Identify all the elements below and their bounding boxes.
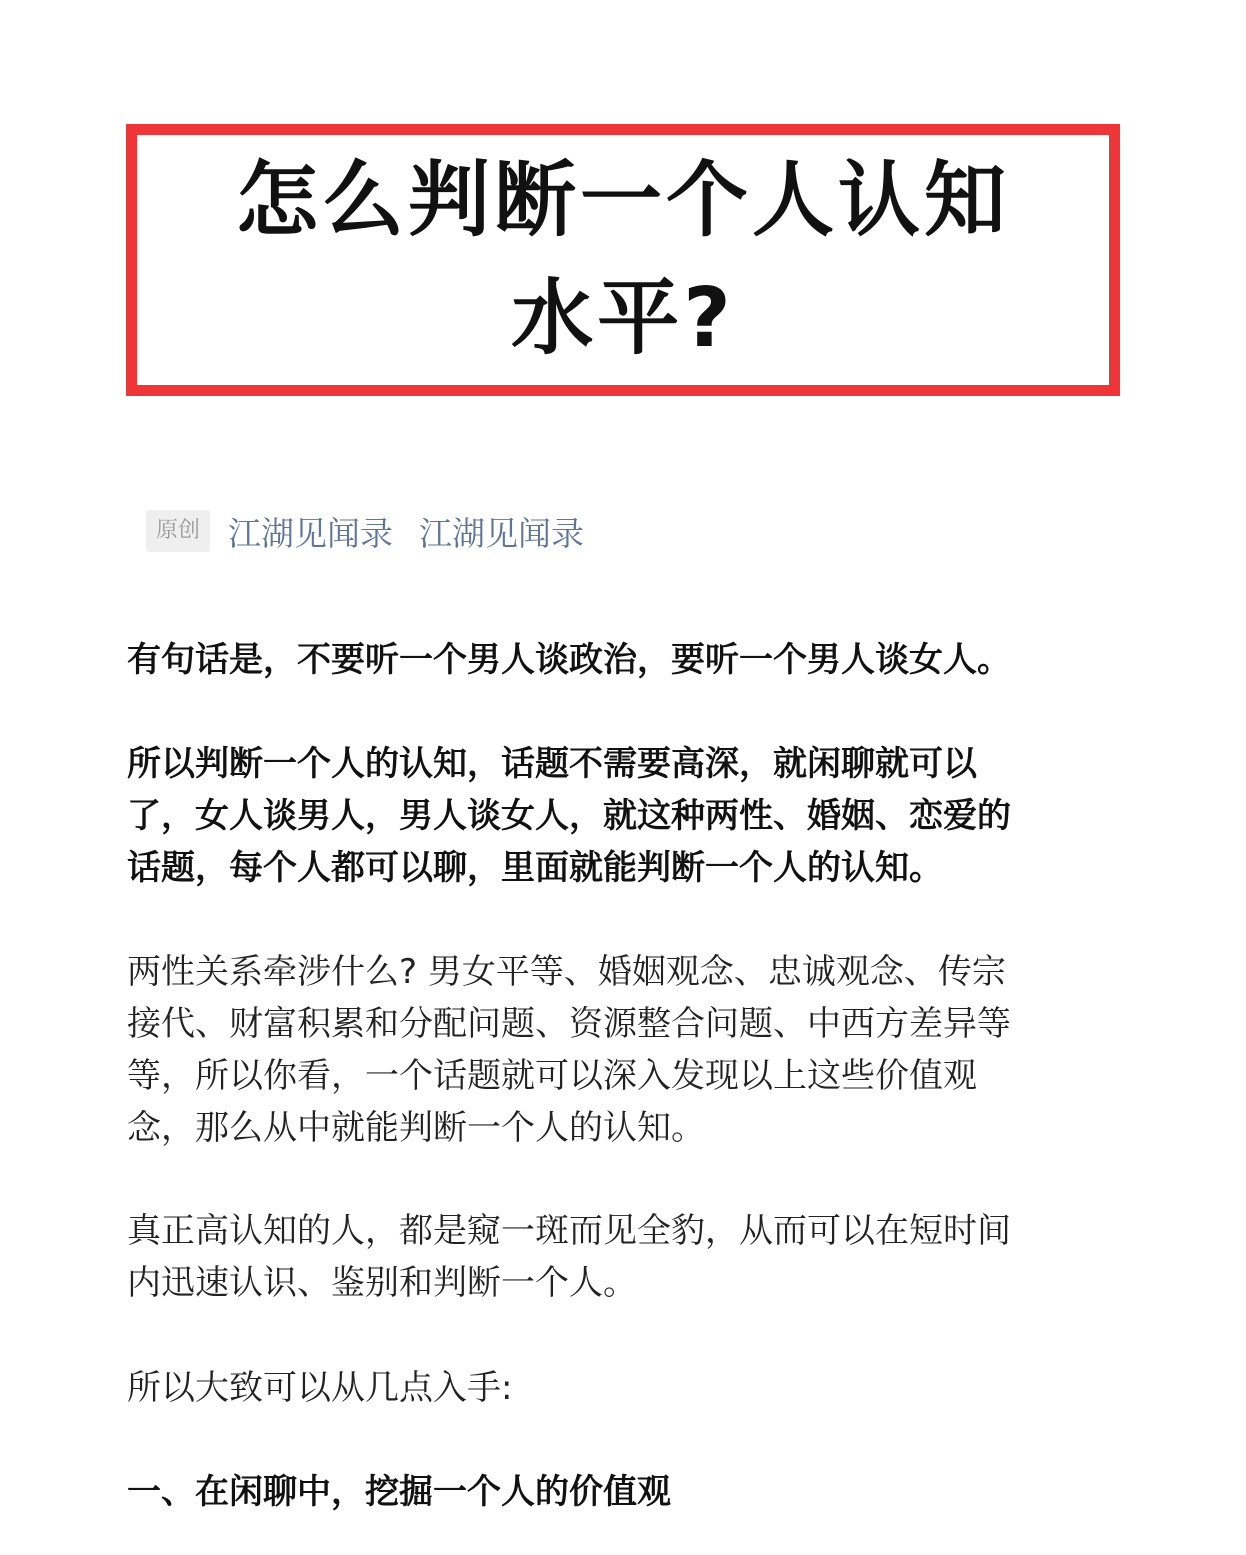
- paragraph-line: 所以判断一个人的认知，话题不需要高深，就闲聊就可以: [127, 744, 977, 784]
- author-link[interactable]: 江湖见闻录: [228, 513, 394, 553]
- article-meta: [146, 508, 610, 554]
- account-link[interactable]: 江湖见闻录: [419, 513, 585, 553]
- paragraph-line: 话题，每个人都可以聊，里面就能判断一个人的认知。: [127, 848, 943, 888]
- paragraph-2: [127, 738, 1127, 894]
- paragraph-line: 两性关系牵涉什么? 男女平等、婚姻观念、忠诚观念、传宗: [127, 952, 1006, 992]
- paragraph-line: 真正高认知的人，都是窥一斑而见全豹，从而可以在短时间: [127, 1211, 1011, 1251]
- section-heading: [127, 1466, 1127, 1518]
- paragraph-line: 内迅速认识、鉴别和判断一个人。: [127, 1263, 637, 1303]
- paragraph-line: 一、在闲聊中，挖掘一个人的价值观: [127, 1472, 671, 1512]
- title-frame: [126, 124, 1120, 396]
- article-title-line-1: 怎么判断一个人认知: [235, 153, 1010, 248]
- paragraph-1: [127, 634, 1127, 686]
- paragraph-line: 了，女人谈男人，男人谈女人，就这种两性、婚姻、恋爱的: [127, 796, 1011, 836]
- article-title-line-2: 水平?: [511, 271, 735, 366]
- paragraph-3: [127, 946, 1127, 1154]
- paragraph-line: 接代、财富积累和分配问题、资源整合问题、中西方差异等: [127, 1004, 1011, 1044]
- original-badge: 原创: [146, 510, 210, 552]
- paragraph-line: 等，所以你看，一个话题就可以深入发现以上这些价值观: [127, 1056, 977, 1096]
- paragraph-line: 念，那么从中就能判断一个人的认知。: [127, 1108, 705, 1148]
- paragraph-4: [127, 1205, 1127, 1309]
- paragraph-line: 所以大致可以从几点入手:: [127, 1368, 513, 1408]
- paragraph-5: [127, 1362, 1127, 1414]
- paragraph-line: 有句话是，不要听一个男人谈政治，要听一个男人谈女人。: [127, 640, 1011, 680]
